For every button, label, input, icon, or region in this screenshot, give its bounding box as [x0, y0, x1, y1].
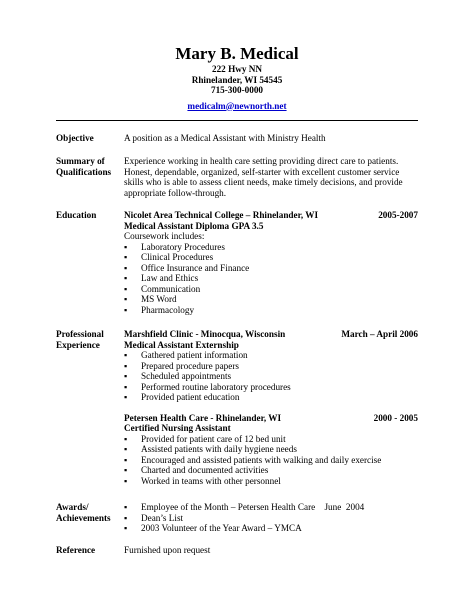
school-years: 2005-2007	[378, 210, 418, 220]
list-item: ▪ Assisted patients with daily hygiene needs	[124, 444, 418, 455]
job-dates: March – April 2006	[341, 329, 418, 339]
school-name: Nicolet Area Technical College – Rhinelander, WI	[124, 210, 319, 220]
course-list	[124, 242, 418, 316]
summary-label-line-1: Summary of	[56, 156, 105, 166]
list-item: ▪ Performed routine laboratory procedures	[124, 382, 418, 393]
list-item: ▪ Law and Ethics	[124, 273, 418, 284]
education-label: Education	[56, 210, 97, 220]
job-dates: 2000 - 2005	[373, 412, 418, 423]
awards-label-line-2: Achievements	[56, 512, 111, 523]
experience-label-line-1: Professional	[56, 329, 104, 339]
list-item: ▪ Clinical Procedures	[124, 252, 418, 263]
list-item: ▪ Laboratory Procedures	[124, 242, 418, 253]
list-item: ▪ Pharmacology	[124, 305, 418, 316]
reference-label: Reference	[56, 545, 96, 555]
job-header-row	[124, 413, 418, 424]
list-item: ▪ Employee of the Month – Petersen Health Care June 2004	[124, 502, 418, 513]
address-line-1: 222 Hwy NN	[211, 64, 263, 74]
list-item: ▪ Office Insurance and Finance	[124, 263, 418, 274]
list-item: ▪ Prepared procedure papers	[124, 361, 418, 372]
job-employer: Petersen Health Care - Rhinelander, WI	[124, 412, 282, 423]
awards-content	[124, 502, 418, 534]
summary-text	[124, 156, 418, 198]
experience-label-line-2: Experience	[56, 339, 100, 350]
list-item: ▪ Provided for patient care of 12 bed unit	[124, 434, 418, 445]
resume-header	[0, 44, 474, 114]
reference-text: Furnished upon request	[124, 545, 211, 555]
phone-number: 715-300-0000	[210, 85, 264, 95]
applicant-name: Mary B. Medical	[175, 44, 299, 63]
school-row	[124, 210, 418, 221]
job-title: Medical Assistant Externship	[124, 339, 239, 350]
list-item: ▪ 2003 Volunteer of the Year Award – YMCA	[124, 523, 418, 534]
list-item: ▪ Communication	[124, 284, 418, 295]
job-duty-list	[124, 434, 418, 487]
summary-label-line-2: Qualifications	[56, 166, 112, 177]
objective-label: Objective	[56, 133, 94, 143]
job-duty-list	[124, 350, 418, 403]
address-line-2: Rhinelander, WI 54545	[191, 74, 283, 85]
list-item: ▪ Provided patient education	[124, 392, 418, 403]
job-entry	[124, 413, 418, 487]
list-item: ▪ Scheduled appointments	[124, 371, 418, 382]
list-item: ▪ Encouraged and assisted patients with walking and daily exercise	[124, 455, 418, 466]
job-header-row	[124, 329, 418, 340]
list-item: ▪ Gathered patient information	[124, 350, 418, 361]
awards-label-line-1: Awards/	[56, 502, 89, 512]
list-item: ▪ Charted and documented activities	[124, 465, 418, 476]
header-divider	[56, 120, 418, 121]
job-entry	[124, 329, 418, 403]
list-item: ▪ Worked in teams with other personnel	[124, 476, 418, 487]
awards-list	[124, 502, 418, 534]
summary-line: Experience working in health care setting providing direct care to patients.	[124, 156, 399, 166]
job-employer: Marshfield Clinic - Minocqua, Wisconsin	[124, 329, 286, 339]
coursework-intro: Coursework includes:	[124, 231, 205, 241]
summary-label	[56, 156, 120, 177]
education-content	[124, 210, 418, 315]
experience-content	[124, 329, 418, 486]
job-title: Certified Nursing Assistant	[124, 423, 231, 433]
email-link[interactable]: medicalm@newnorth.net	[187, 100, 287, 111]
awards-label	[56, 502, 120, 523]
list-item: ▪ MS Word	[124, 294, 418, 305]
summary-line: Honest, dependable, organized, self-starter with excellent customer service	[124, 166, 400, 177]
diploma: Medical Assistant Diploma GPA 3.5	[124, 220, 264, 231]
objective-text: A position as a Medical Assistant with Ministry Health	[124, 133, 326, 143]
summary-line: appropriate follow-through.	[124, 187, 227, 198]
list-item: ▪ Dean’s List	[124, 513, 418, 524]
experience-label	[56, 329, 120, 350]
summary-line: skills who is able to assess client needs, make timely decisions, and provide	[124, 177, 403, 187]
